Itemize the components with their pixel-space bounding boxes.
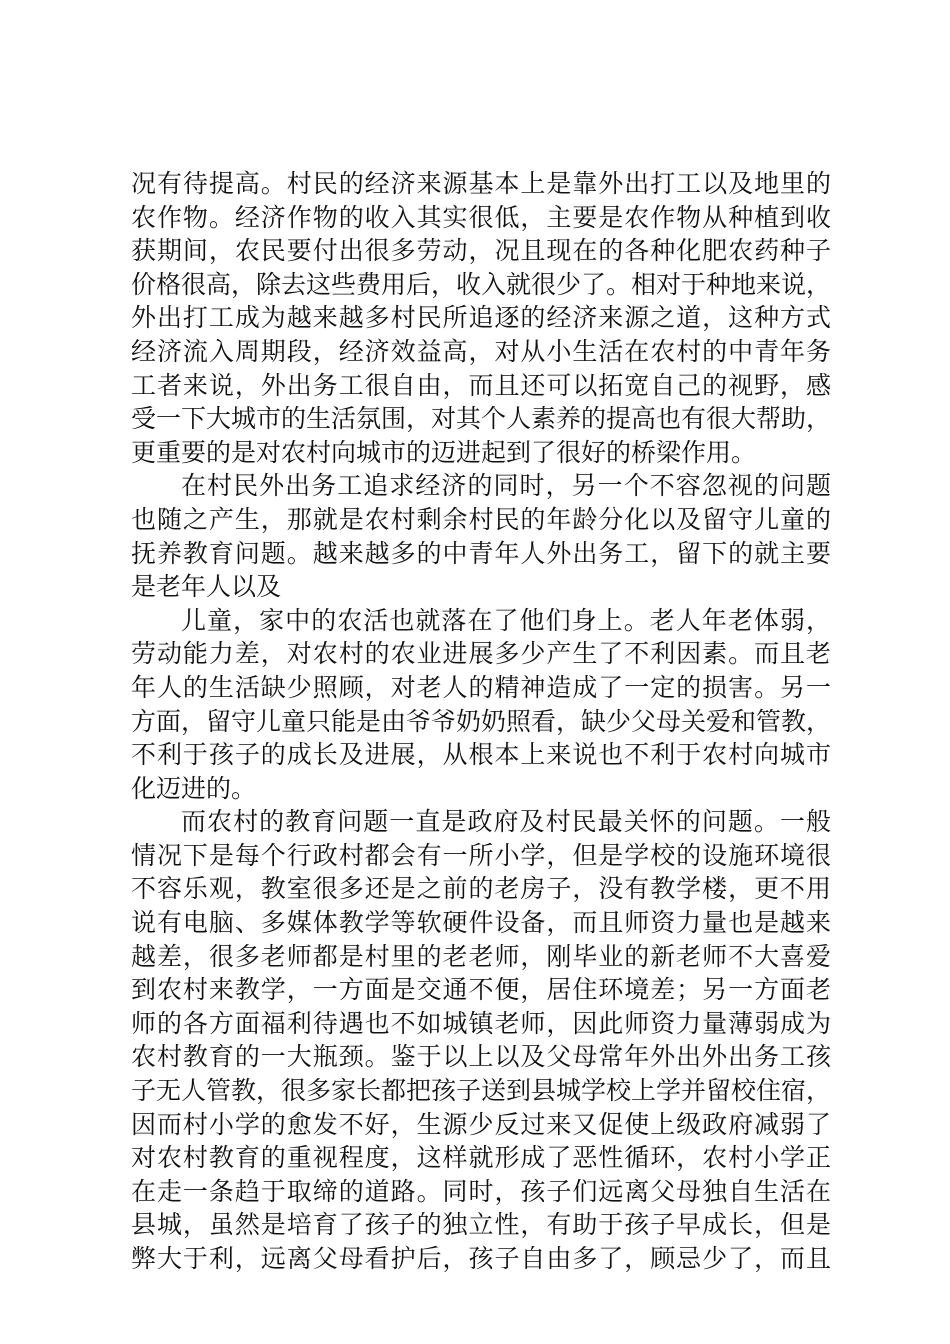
paragraph	[131, 167, 831, 469]
text-line: 说有电脑、多媒体教学等软硬件设备，而且师资力量也是越来	[131, 908, 831, 938]
text-line: 获期间，农民要付出很多劳动，况且现在的各种化肥农药种子	[131, 236, 831, 266]
text-line: 对农村教育的重视程度，这样就形成了恶性循环，农村小学正	[131, 1143, 831, 1173]
text-line: 劳动能力差，对农村的农业进展多少产生了不利因素。而且老	[131, 639, 831, 669]
text-line: 在走一条趋于取缔的道路。同时，孩子们远离父母独自生活在	[131, 1176, 831, 1206]
text-line: 情况下是每个行政村都会有一所小学，但是学校的设施环境很	[131, 840, 831, 870]
text-line: 不利于孩子的成长及进展，从根本上来说也不利于农村向城市	[131, 740, 831, 770]
text-line: 价格很高，除去这些费用后，收入就很少了。相对于种地来说，	[131, 269, 832, 299]
text-line: 化迈进的。	[131, 773, 257, 803]
text-line: 是老年人以及	[131, 572, 282, 602]
text-line: 抚养教育问题。越来越多的中青年人外出务工，留下的就主要	[131, 538, 831, 568]
paragraph	[131, 805, 831, 1275]
text-line: 年人的生活缺少照顾，对老人的精神造成了一定的损害。另一	[131, 672, 831, 702]
text-line: 而农村的教育问题一直是政府及村民最关怀的问题。一般	[181, 807, 831, 837]
text-line: 外出打工成为越来越多村民所追逐的经济来源之道，这种方式	[131, 303, 831, 333]
paragraph	[131, 604, 831, 806]
text-line: 更重要的是对农村向城市的迈进起到了很好的桥梁作用。	[131, 437, 757, 467]
text-line: 受一下大城市的生活氛围，对其个人素养的提高也有很大帮助，	[131, 404, 832, 434]
text-line: 经济流入周期段，经济效益高，对从小生活在农村的中青年务	[131, 336, 831, 366]
text-line: 子无人管教，很多家长都把孩子送到县城学校上学并留校住宿，	[131, 1076, 832, 1106]
text-line: 农村教育的一大瓶颈。鉴于以上以及父母常年外出外出务工孩	[131, 1042, 831, 1072]
text-line: 到农村来教学，一方面是交通不便，居住环境差；另一方面老	[131, 975, 831, 1005]
text-line: 不容乐观，教室很多还是之前的老房子，没有教学楼，更不用	[131, 874, 831, 904]
document-body	[131, 167, 831, 1276]
text-line: 弊大于利，远离父母看护后，孩子自由多了，顾忌少了，而且	[131, 1244, 831, 1273]
text-line: 方面，留守儿童只能是由爷爷奶奶照看，缺少父母关爱和管教，	[131, 706, 832, 736]
text-line: 县城，虽然是培育了孩子的独立性，有助于孩子早成长，但是	[131, 1210, 831, 1240]
text-line: 在村民外出务工追求经济的同时，另一个不容忽视的问题	[181, 471, 831, 501]
paragraph	[131, 469, 831, 603]
text-line: 因而村小学的愈发不好，生源少反过来又促使上级政府减弱了	[131, 1109, 831, 1139]
text-line: 儿童，家中的农活也就落在了他们身上。老人年老体弱，	[181, 605, 831, 635]
text-line: 师的各方面福利待遇也不如城镇老师，因此师资力量薄弱成为	[131, 1008, 831, 1038]
text-line: 况有待提高。村民的经济来源基本上是靠外出打工以及地里的	[131, 169, 831, 198]
text-line: 越差，很多老师都是村里的老老师，刚毕业的新老师不大喜爱	[131, 941, 831, 971]
text-line: 也随之产生，那就是农村剩余村民的年龄分化以及留守儿童的	[131, 504, 831, 534]
text-line: 农作物。经济作物的收入其实很低，主要是农作物从种植到收	[131, 202, 831, 232]
text-line: 工者来说，外出务工很自由，而且还可以拓宽自己的视野，感	[131, 370, 831, 400]
